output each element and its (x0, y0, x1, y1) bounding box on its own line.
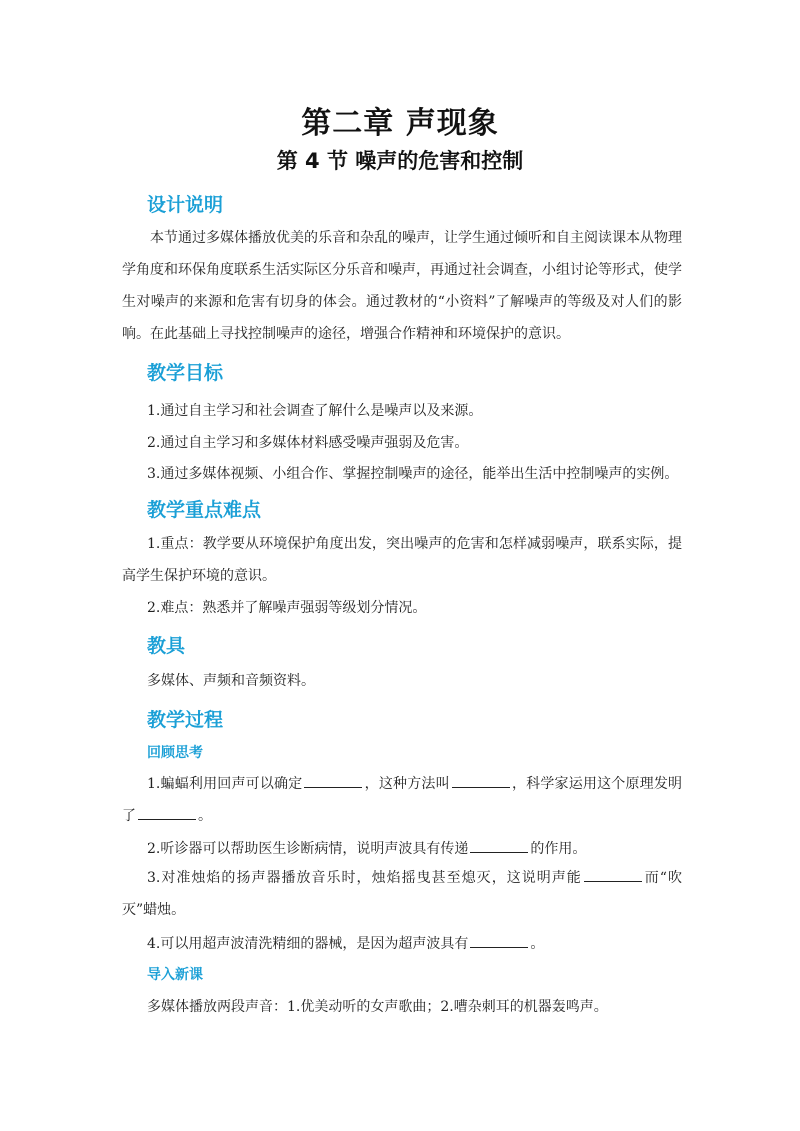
q1-part-a: 1.蝙蝠利用回声可以确定 (147, 776, 303, 792)
key-point-item-2: 2.难点：熟悉并了解噪声强弱等级划分情况。 (147, 600, 427, 616)
q1-part-d: 。 (198, 808, 212, 824)
q4-part-a: 4.可以用超声波清洗精细的器械，是因为超声波具有 (147, 936, 469, 952)
q2-part-a: 2.听诊器可以帮助医生诊断病情，说明声波具有传递 (147, 841, 469, 857)
q4-part-b: 。 (530, 936, 545, 952)
review-question-4 (147, 933, 544, 953)
goal-item-1: 1.通过自主学习和社会调查了解什么是噪声以及来源。 (147, 403, 483, 419)
review-question-2 (147, 838, 586, 858)
key-point-item-1: 1.重点：教学要从环境保护角度出发，突出噪声的危害和怎样减弱噪声，联系实际，提高学生保护环境的意识。 (122, 536, 682, 584)
tools-heading: 教具 (147, 635, 186, 657)
q3-part-b: 而“吹灭”蜡烛。 (122, 870, 682, 918)
answer-blank[interactable] (452, 773, 510, 788)
chapter-title: 第二章 声现象 (301, 106, 499, 141)
q2-part-b: 的作用。 (530, 841, 587, 857)
process-heading: 教学过程 (147, 709, 224, 731)
review-question-1 (122, 768, 682, 832)
answer-blank[interactable] (138, 805, 196, 820)
answer-blank[interactable] (470, 838, 528, 853)
answer-blank[interactable] (584, 867, 642, 882)
goals-heading: 教学目标 (147, 362, 224, 384)
q1-part-b: ，这种方法叫 (364, 776, 450, 792)
goal-item-3: 3.通过多媒体视频、小组合作、掌握控制噪声的途径，能举出生活中控制噪声的实例。 (147, 466, 679, 482)
tools-body: 多媒体、声频和音频资料。 (147, 673, 315, 689)
review-question-3 (122, 862, 682, 926)
q3-part-a: 3.对准烛焰的扬声器播放音乐时，烛焰摇曳甚至熄灭，这说明声能 (147, 870, 582, 886)
answer-blank[interactable] (470, 933, 528, 948)
design-heading: 设计说明 (147, 194, 224, 216)
answer-blank[interactable] (304, 773, 362, 788)
q1-part-c: ，科学家运用这个原理发明了 (122, 776, 683, 824)
intro-heading: 导入新课 (147, 967, 203, 983)
design-body: 本节通过多媒体播放优美的乐音和杂乱的噪声，让学生通过倾听和自主阅读课本从物理学角度和环保角度联系生活实际区分乐音和噪声，再通过社会调查，小组讨论等形式，使学生对噪声的来源和危害有切身的体会。通过教材的“小资料”了解噪声的等级及对人们的影响。在此基础上寻找控制噪声的途径，增强合作精神和环境保护的意识。 (122, 230, 682, 342)
key-points-heading: 教学重点难点 (147, 499, 262, 521)
goal-item-2: 2.通过自主学习和多媒体材料感受噪声强弱及危害。 (147, 435, 469, 451)
review-heading: 回顾思考 (147, 745, 203, 761)
intro-body: 多媒体播放两段声音：1.优美动听的女声歌曲；2.嘈杂刺耳的机器轰鸣声。 (147, 999, 608, 1015)
section-title: 第 4 节 噪声的危害和控制 (276, 149, 524, 173)
